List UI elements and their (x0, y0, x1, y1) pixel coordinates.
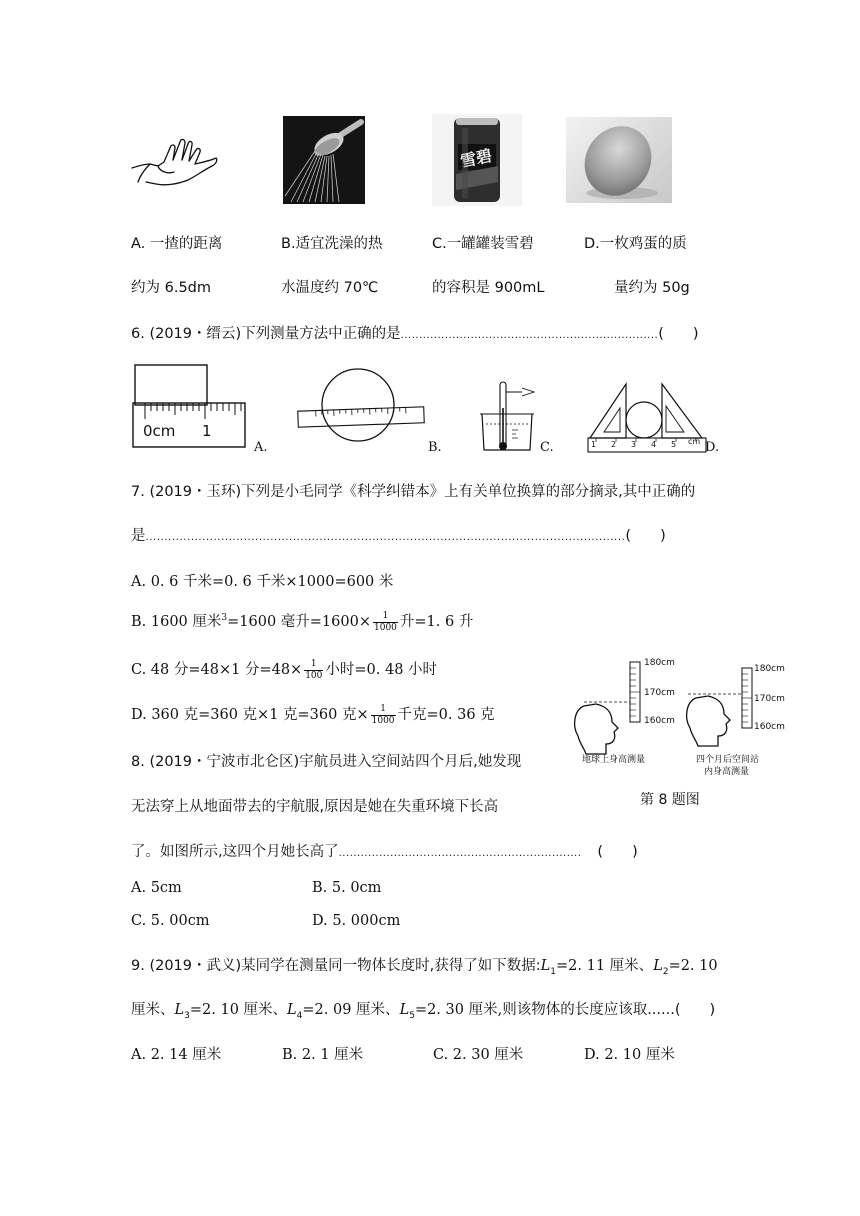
q9-option-d: D. 2. 10 厘米 (584, 1047, 675, 1063)
q7-b-denominator: 1000 (374, 622, 397, 633)
q7-c-post: 小时=0. 48 小时 (325, 662, 438, 678)
q7-d-numerator: 1 (371, 704, 396, 716)
q9-l1-symbol: L (540, 958, 551, 974)
q7-option-c (131, 658, 437, 682)
soda-can-image (432, 114, 522, 206)
q9-l4-sub: 4 (296, 1010, 303, 1021)
q8-option-d: D. 5. 000cm (312, 913, 401, 929)
q9-l5-sub: 5 (409, 1010, 415, 1021)
q5-option-d-line2: 量约为 50g (614, 280, 690, 296)
q7-b-post: 升=1. 6 升 (399, 614, 474, 630)
q9-stem-line1 (131, 954, 718, 977)
q6-figure-c (478, 378, 540, 454)
q6-fig-d-tick-1: 1 (591, 440, 597, 449)
q9-option-c: C. 2. 30 厘米 (433, 1047, 524, 1063)
q7-option-b (131, 610, 473, 634)
q8-right-tick-160: 160cm (754, 722, 785, 732)
q9-l2-sub: 2 (662, 966, 669, 977)
q7-c-denominator: 100 (305, 670, 323, 681)
q8-left-tick-170: 170cm (644, 688, 675, 698)
q9-stem-line2 (131, 998, 715, 1021)
q9-l3-symbol: L (174, 1002, 185, 1018)
q7-option-a: A. 0. 6 千米=0. 6 千米×1000=600 米 (131, 574, 394, 590)
q7-c-fraction (304, 659, 323, 682)
q6-stem (131, 322, 699, 343)
q8-figure-title: 第 8 题图 (640, 792, 700, 808)
q6-fig-a-zero: 0cm (143, 422, 176, 440)
q9-answer-paren: ( ) (674, 1002, 716, 1018)
q6-fig-d-tick-3: 3 (631, 440, 637, 449)
q6-fig-d-tick-5: 5 (671, 440, 677, 449)
q5-option-c-line1: C.一罐罐装雪碧 (432, 236, 534, 252)
q9-l5-value: =2. 30 厘米,则该物体的长度应该取 (414, 1002, 648, 1018)
q9-l2-symbol: L (653, 958, 663, 974)
q7-option-d (131, 703, 495, 727)
q9-dots: ...... (647, 1002, 675, 1018)
q8-right-caption-1: 四个月后空间站 (696, 755, 760, 765)
q7-c-pre: C. 48 分=48×1 分=48× (131, 662, 303, 678)
q7-stem-line1: 7. (2019・玉环)下列是小毛同学《科学纠错本》上有关单位换算的部分摘录,其中正确的 (131, 484, 696, 500)
q7-stem-line2 (131, 524, 666, 545)
q7-b-mid: =1600 毫升=1600× (227, 614, 371, 630)
q6-fig-c-label: C. (540, 440, 554, 455)
q8-right-caption-2: 内身高测量 (704, 767, 750, 777)
q7-stem-start: 是 (131, 528, 146, 544)
q8-stem-line3 (131, 840, 638, 861)
q9-l3-value: =2. 10 厘米、 (189, 1002, 288, 1018)
q8-left-tick-180: 180cm (644, 658, 675, 668)
q7-d-denominator: 1000 (371, 715, 395, 726)
q8-right-tick-180: 180cm (754, 664, 785, 674)
q5-option-c-line2: 的容积是 900mL (432, 280, 545, 296)
q7-c-numerator: 1 (304, 659, 323, 671)
q6-fig-d-tick-cm: cm (688, 437, 701, 446)
q5-option-a-line1: A. 一揸的距离 (131, 236, 223, 252)
q7-b-pre: B. 1600 厘米 (131, 614, 222, 630)
q6-answer-paren: ( ) (658, 326, 699, 342)
q6-figure-b (296, 367, 426, 447)
q5-option-b-line2: 水温度约 70℃ (281, 280, 379, 296)
q8-stem-line1: 8. (2019・宁波市北仑区)宇航员进入空间站四个月后,她发现 (131, 754, 522, 770)
q7-answer-paren: ( ) (625, 528, 666, 544)
q9-l4-value: =2. 09 厘米、 (302, 1002, 400, 1018)
q6-fig-d-tick-4: 4 (651, 440, 657, 449)
q9-option-b: B. 2. 1 厘米 (282, 1047, 364, 1063)
q8-stem-line3-text: 了。如图所示,这四个月她长高了 (131, 844, 339, 860)
q9-l1-sub: 1 (550, 966, 557, 977)
q6-fig-d-label: D. (705, 440, 720, 455)
q8-dots: .................................................................. (338, 848, 582, 859)
shower-image (283, 116, 365, 204)
hand-span-image (128, 136, 220, 190)
q9-l1-value: =2. 11 厘米、 (556, 958, 654, 974)
q7-b-sup: 3 (221, 613, 228, 624)
q8-option-a: A. 5cm (131, 880, 182, 896)
q7-d-post: 千克=0. 36 克 (397, 707, 495, 723)
egg-image (566, 117, 672, 203)
q5-option-a-line2: 约为 6.5dm (131, 280, 211, 296)
q9-line1-text: 9. (2019・武义)某同学在测量同一物体长度时,获得了如下数据: (131, 958, 541, 974)
q8-option-b: B. 5. 0cm (312, 880, 382, 896)
q9-l4-symbol: L (287, 1002, 297, 1018)
q8-left-tick-160: 160cm (644, 716, 675, 726)
can-text: 雪碧 (458, 145, 494, 172)
q7-b-numerator: 1 (373, 611, 398, 623)
q6-fig-d-tick-2: 2 (611, 440, 617, 449)
q6-fig-b-label: B. (428, 440, 442, 455)
q5-option-b-line1: B.适宜洗澡的热 (281, 236, 383, 252)
q6-dots: ...................................................................... (400, 330, 659, 341)
q9-line2-text: 厘米、 (131, 1002, 175, 1018)
q9-l2-value: =2. 10 (668, 958, 718, 974)
q6-stem-text: 6. (2019・缙云)下列测量方法中正确的是 (131, 326, 401, 342)
q7-dots: ............................................................................................................................... (145, 532, 626, 543)
q9-option-a: A. 2. 14 厘米 (131, 1047, 222, 1063)
q8-answer-paren: ( ) (597, 844, 638, 860)
q9-l5-symbol: L (399, 1002, 410, 1018)
q6-fig-a-one: 1 (202, 422, 212, 440)
q5-option-d-line1: D.一枚鸡蛋的质 (584, 236, 687, 252)
q8-option-c: C. 5. 00cm (131, 913, 210, 929)
q8-right-tick-170: 170cm (754, 694, 785, 704)
q7-d-pre: D. 360 克=360 克×1 克=360 克× (131, 707, 369, 723)
q7-b-fraction (373, 611, 398, 634)
q7-d-fraction (371, 704, 396, 727)
q9-l3-sub: 3 (184, 1010, 190, 1021)
q8-left-caption: 地球上身高测量 (582, 755, 646, 765)
q8-stem-line2: 无法穿上从地面带去的宇航服,原因是她在失重环境下长高 (131, 799, 499, 815)
q6-fig-a-label: A. (254, 440, 268, 455)
